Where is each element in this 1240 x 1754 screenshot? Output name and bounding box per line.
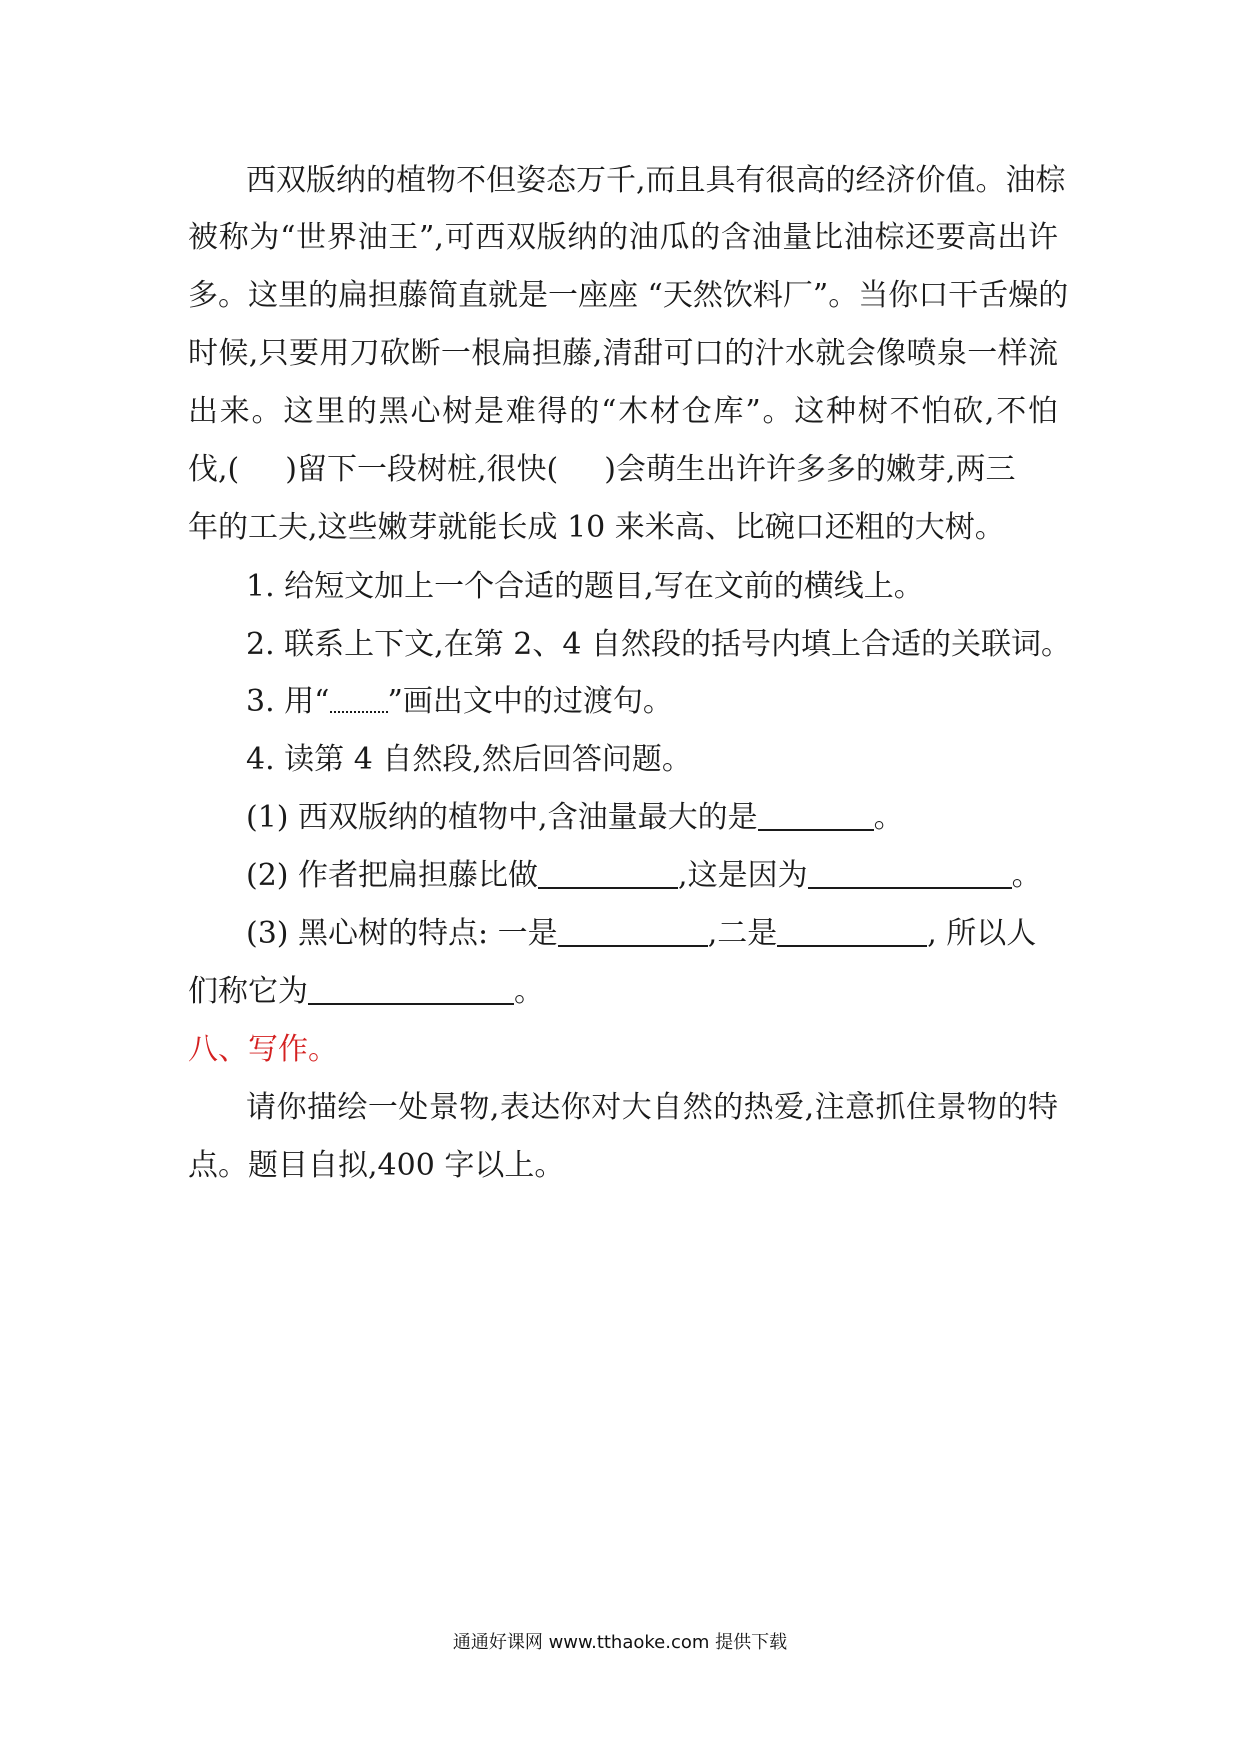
wavy-line-mark	[330, 691, 388, 713]
question-3-part-2: ”画出文中的过渡句。	[387, 684, 673, 719]
passage-line-6-part-1: 伐,(	[188, 452, 240, 487]
subquestion-2-mid: ,这是因为	[678, 858, 808, 893]
subquestion-3-cont-text: 们称它为	[188, 974, 308, 1009]
passage-line-2: 被称为“世界油王”,可西双版纳的油瓜的含油量比油棕还要高出许	[188, 220, 1058, 255]
question-1: 1. 给短文加上一个合适的题目,写在文前的横线上。	[246, 569, 924, 604]
subquestion-2-end: 。	[1011, 858, 1042, 893]
question-3-part-1: 3. 用“	[246, 684, 330, 719]
passage-line-6-part-3: )会萌生出许许多多的嫩芽,两三	[604, 452, 1016, 487]
subquestion-2-text: (2) 作者把扁担藤比做	[246, 858, 539, 893]
answer-blank-feature-2[interactable]	[777, 917, 927, 947]
subquestion-3-continued	[188, 972, 1058, 1012]
passage-line-6	[188, 450, 1058, 490]
passage-line-5: 出来。这里的黑心树是难得的“木材仓库”。这种树不怕砍,不怕	[188, 394, 1058, 429]
subquestion-1-end: 。	[873, 800, 904, 835]
answer-blank-feature-1[interactable]	[558, 917, 708, 947]
subquestion-3-cont-end: 。	[514, 974, 544, 1009]
passage-line-3: 多。这里的扁担藤简直就是一座座 “天然饮料厂”。当你口干舌燥的	[188, 278, 1069, 313]
subquestion-1	[246, 798, 1058, 838]
subquestion-3-text: (3) 黑心树的特点: 一是	[246, 916, 558, 951]
subquestion-2	[246, 856, 1058, 896]
question-4: 4. 读第 4 自然段,然后回答问题。	[246, 742, 692, 777]
answer-blank-reason[interactable]	[808, 859, 1012, 889]
passage-line-4: 时候,只要用刀砍断一根扁担藤,清甜可口的汁水就会像喷泉一样流	[188, 336, 1058, 371]
question-2: 2. 联系上下文,在第 2、4 自然段的括号内填上合适的关联词。	[246, 627, 1071, 662]
subquestion-3-end: , 所以人	[927, 916, 1037, 951]
passage-line-7: 年的工夫,这些嫩芽就能长成 10 来米高、比碗口还粗的大树。	[188, 510, 1005, 545]
footer-credit: 通通好课网 www.tthaoke.com 提供下载	[452, 1632, 788, 1653]
question-3	[246, 682, 1058, 722]
section-8-heading: 八、写作。	[188, 1032, 338, 1067]
answer-blank-name[interactable]	[308, 975, 514, 1005]
subquestion-3-mid: ,二是	[707, 916, 778, 951]
writing-prompt-line-1: 请你描绘一处景物,表达你对大自然的热爱,注意抓住景物的特	[246, 1090, 1058, 1125]
answer-blank-metaphor[interactable]	[538, 859, 678, 889]
subquestion-1-text: (1) 西双版纳的植物中,含油量最大的是	[246, 800, 758, 835]
subquestion-3	[246, 914, 1058, 954]
answer-blank-oil[interactable]	[758, 801, 874, 831]
passage-line-6-part-2: )留下一段树桩,很快(	[285, 452, 559, 487]
writing-prompt-line-2: 点。题目自拟,400 字以上。	[188, 1148, 565, 1183]
passage-line-1: 西双版纳的植物不但姿态万千,而且具有很高的经济价值。油棕	[246, 163, 1066, 198]
